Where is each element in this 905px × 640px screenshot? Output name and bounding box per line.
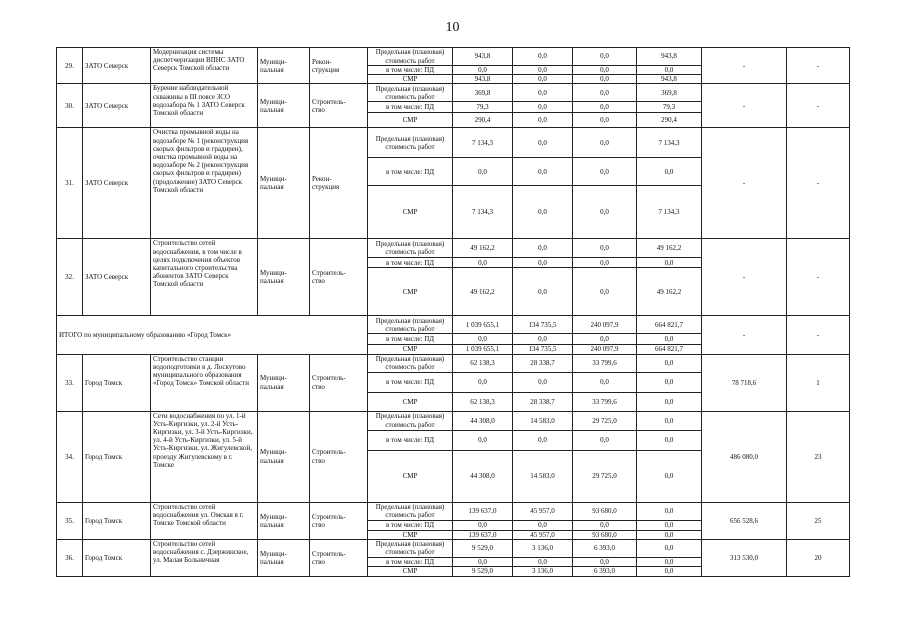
cost-type-label: СМР <box>368 450 453 502</box>
work-type-cell: Строитель- ство <box>310 239 368 316</box>
value-cell: 240 097,9 <box>573 316 637 334</box>
cost-type-label: Предельная (плановая) стоимость работ <box>368 502 453 520</box>
row-number-cell: 34. <box>57 411 83 502</box>
value-cell: 0,0 <box>573 102 637 113</box>
extra-count-cell: 20 <box>787 539 850 576</box>
organization-cell: Город Томск <box>83 411 151 502</box>
cost-type-label: СМР <box>368 567 453 577</box>
page-number: 10 <box>445 20 460 35</box>
work-type-cell: Строитель- ство <box>310 539 368 576</box>
row-number-cell: 36. <box>57 539 83 576</box>
value-cell: 0,0 <box>453 520 513 530</box>
cost-type-label: СМР <box>368 268 453 316</box>
ownership-cell: Муници- пальная <box>258 128 310 239</box>
value-cell: 79,3 <box>637 102 702 113</box>
extra-value-cell: - <box>702 48 787 84</box>
cost-type-label: в том числе: ПД <box>368 158 453 186</box>
value-cell: 290,4 <box>453 113 513 128</box>
value-cell: 0,0 <box>573 372 637 392</box>
extra-count-cell: 23 <box>787 411 850 502</box>
value-cell: 7 134,3 <box>453 186 513 239</box>
table-row <box>57 239 850 258</box>
object-name-cell: Строительство сетей водоснабжения с. Дзержинское, ул. Малая Больничная <box>151 539 258 576</box>
row-number-cell: 30. <box>57 84 83 128</box>
organization-cell: ЗАТО Северск <box>83 48 151 84</box>
object-name-cell: Строительство станции водоподготовки в д. Лоскутово муниципального образования «Город Томск» Томской области <box>151 354 258 411</box>
value-cell: 943,8 <box>637 75 702 84</box>
value-cell: 7 134,3 <box>637 186 702 239</box>
value-cell: 943,8 <box>453 75 513 84</box>
value-cell: 0,0 <box>453 372 513 392</box>
value-cell: 0,0 <box>513 430 573 450</box>
value-cell: 943,8 <box>453 48 513 66</box>
ownership-cell: Муници- пальная <box>258 354 310 411</box>
investment-table <box>56 47 850 577</box>
extra-count-cell: - <box>787 84 850 128</box>
value-cell: 0,0 <box>573 84 637 102</box>
ownership-cell: Муници- пальная <box>258 411 310 502</box>
cost-type-label: Предельная (плановая) стоимость работ <box>368 539 453 557</box>
value-cell: 6 393,0 <box>573 567 637 577</box>
value-cell: 49 162,2 <box>453 239 513 258</box>
value-cell: 0,0 <box>573 430 637 450</box>
value-cell: 240 097,9 <box>573 345 637 354</box>
table-row <box>57 316 850 334</box>
extra-count-cell: - <box>787 239 850 316</box>
cost-type-label: в том числе: ПД <box>368 334 453 345</box>
extra-value-cell: - <box>702 84 787 128</box>
value-cell: 0,0 <box>453 258 513 268</box>
value-cell: 0,0 <box>637 66 702 75</box>
value-cell: 33 799,6 <box>573 392 637 411</box>
value-cell: 33 799,6 <box>573 354 637 372</box>
value-cell: 29 725,0 <box>573 450 637 502</box>
extra-value-cell: - <box>702 128 787 239</box>
value-cell: 664 821,7 <box>637 345 702 354</box>
value-cell: 290,4 <box>637 113 702 128</box>
value-cell: 0,0 <box>513 268 573 316</box>
organization-cell: ЗАТО Северск <box>83 84 151 128</box>
extra-count-cell: - <box>787 128 850 239</box>
table-row <box>57 84 850 102</box>
value-cell: 0,0 <box>453 158 513 186</box>
value-cell: 45 957,0 <box>513 502 573 520</box>
value-cell: 0,0 <box>573 557 637 566</box>
table-row <box>57 128 850 158</box>
cost-type-label: в том числе: ПД <box>368 557 453 566</box>
value-cell: 134 735,5 <box>513 345 573 354</box>
value-cell: 62 138,3 <box>453 392 513 411</box>
cost-type-label: Предельная (плановая) стоимость работ <box>368 128 453 158</box>
value-cell: 79,3 <box>453 102 513 113</box>
value-cell: 0,0 <box>637 450 702 502</box>
value-cell: 7 134,3 <box>453 128 513 158</box>
cost-type-label: СМР <box>368 113 453 128</box>
object-name-cell: Бурение наблюдательной скважины в III поясе ЗСО водозабора № 1 ЗАТО Северск Томской области <box>151 84 258 128</box>
value-cell: 0,0 <box>513 113 573 128</box>
value-cell: 9 529,0 <box>453 539 513 557</box>
value-cell: 28 338,7 <box>513 392 573 411</box>
cost-type-label: в том числе: ПД <box>368 520 453 530</box>
object-name-cell: Строительство сетей водоснабжения, в том числе в целях подключения объектов капитального строительства абонентов ЗАТО Северск Томской области <box>151 239 258 316</box>
value-cell: 0,0 <box>453 334 513 345</box>
value-cell: 0,0 <box>513 557 573 566</box>
cost-type-label: СМР <box>368 186 453 239</box>
table-row <box>57 502 850 520</box>
organization-cell: ЗАТО Северск <box>83 128 151 239</box>
value-cell: 369,8 <box>453 84 513 102</box>
table-row <box>57 539 850 557</box>
value-cell: 14 583,0 <box>513 411 573 430</box>
value-cell: 0,0 <box>513 239 573 258</box>
object-name-cell: Модернизация системы диспетчеризации ВПНС ЗАТО Северск Томской области <box>151 48 258 84</box>
cost-type-label: Предельная (плановая) стоимость работ <box>368 316 453 334</box>
value-cell: 0,0 <box>513 158 573 186</box>
work-type-cell: Строитель- ство <box>310 84 368 128</box>
value-cell: 0,0 <box>513 102 573 113</box>
work-type-cell: Рекон- струкция <box>310 128 368 239</box>
value-cell: 0,0 <box>573 268 637 316</box>
value-cell: 28 338,7 <box>513 354 573 372</box>
cost-type-label: в том числе: ПД <box>368 430 453 450</box>
value-cell: 0,0 <box>637 158 702 186</box>
value-cell: 49 162,2 <box>453 268 513 316</box>
value-cell: 0,0 <box>513 128 573 158</box>
work-type-cell: Рекон- струкция <box>310 48 368 84</box>
work-type-cell: Строитель- ство <box>310 502 368 539</box>
cost-type-label: в том числе: ПД <box>368 102 453 113</box>
value-cell: 0,0 <box>573 186 637 239</box>
value-cell: 0,0 <box>637 520 702 530</box>
value-cell: 0,0 <box>637 334 702 345</box>
value-cell: 0,0 <box>513 66 573 75</box>
value-cell: 0,0 <box>637 411 702 430</box>
row-number-cell: 33. <box>57 354 83 411</box>
value-cell: 0,0 <box>637 502 702 520</box>
value-cell: 0,0 <box>573 48 637 66</box>
ownership-cell: Муници- пальная <box>258 48 310 84</box>
value-cell: 44 308,0 <box>453 450 513 502</box>
object-name-cell: Строительство сетей водоснабжения ул. Омская в г. Томске Томской области <box>151 502 258 539</box>
value-cell: 0,0 <box>573 520 637 530</box>
table-row <box>57 48 850 66</box>
value-cell: 0,0 <box>573 258 637 268</box>
extra-value-cell: 313 530,0 <box>702 539 787 576</box>
value-cell: 3 136,0 <box>513 539 573 557</box>
extra-count-cell: - <box>787 48 850 84</box>
row-number-cell: 31. <box>57 128 83 239</box>
value-cell: 0,0 <box>513 372 573 392</box>
value-cell: 0,0 <box>637 567 702 577</box>
cost-type-label: Предельная (плановая) стоимость работ <box>368 48 453 66</box>
cost-type-label: Предельная (плановая) стоимость работ <box>368 354 453 372</box>
value-cell: 664 821,7 <box>637 316 702 334</box>
value-cell: 1 039 655,1 <box>453 345 513 354</box>
value-cell: 49 162,2 <box>637 239 702 258</box>
value-cell: 134 735,5 <box>513 316 573 334</box>
value-cell: 0,0 <box>637 354 702 372</box>
value-cell: 0,0 <box>573 334 637 345</box>
ownership-cell: Муници- пальная <box>258 539 310 576</box>
object-name-cell: Сети водоснабжения по ул. 1-й Усть-Киргизки, ул. 2-й Усть-Киргизки, ул. 3-й Усть-Киргизки, ул. 4-й Усть-Киргизки, ул. 5-й Усть-Киргизки, ул. Жигулевской, проезду Жигулевскому в г. Томске <box>151 411 258 502</box>
value-cell: 0,0 <box>573 66 637 75</box>
value-cell: 0,0 <box>637 372 702 392</box>
value-cell: 0,0 <box>513 84 573 102</box>
ownership-cell: Муници- пальная <box>258 502 310 539</box>
ownership-cell: Муници- пальная <box>258 239 310 316</box>
object-name-cell: Очистка промывной воды на водозаборе № 1 (реконструкция скорых фильтров и градирен), очистка промывной воды на водозаборе № 2 (реконструкция скорых фильтров и градирен) (продолжение) ЗАТО Северск Томской области <box>151 128 258 239</box>
value-cell: 93 680,0 <box>573 530 637 539</box>
value-cell: 139 637,0 <box>453 502 513 520</box>
value-cell: 14 583,0 <box>513 450 573 502</box>
cost-type-label: СМР <box>368 392 453 411</box>
value-cell: 0,0 <box>513 75 573 84</box>
value-cell: 44 308,0 <box>453 411 513 430</box>
value-cell: 0,0 <box>573 128 637 158</box>
value-cell: 0,0 <box>637 539 702 557</box>
value-cell: 0,0 <box>637 258 702 268</box>
extra-value-cell: 656 528,6 <box>702 502 787 539</box>
value-cell: 6 393,0 <box>573 539 637 557</box>
value-cell: 9 529,0 <box>453 567 513 577</box>
organization-cell: Город Томск <box>83 502 151 539</box>
cost-type-label: СМР <box>368 345 453 354</box>
value-cell: 0,0 <box>453 430 513 450</box>
value-cell: 29 725,0 <box>573 411 637 430</box>
extra-value-cell: 486 080,0 <box>702 411 787 502</box>
organization-cell: ЗАТО Северск <box>83 239 151 316</box>
extra-count-cell: - <box>787 316 850 354</box>
value-cell: 7 134,3 <box>637 128 702 158</box>
cost-type-label: в том числе: ПД <box>368 372 453 392</box>
table-row <box>57 354 850 372</box>
value-cell: 0,0 <box>573 113 637 128</box>
value-cell: 0,0 <box>513 48 573 66</box>
value-cell: 0,0 <box>453 557 513 566</box>
value-cell: 0,0 <box>637 392 702 411</box>
value-cell: 139 637,0 <box>453 530 513 539</box>
value-cell: 0,0 <box>573 158 637 186</box>
value-cell: 369,8 <box>637 84 702 102</box>
row-number-cell: 29. <box>57 48 83 84</box>
value-cell: 0,0 <box>573 75 637 84</box>
cost-type-label: Предельная (плановая) стоимость работ <box>368 411 453 430</box>
cost-type-label: в том числе: ПД <box>368 66 453 75</box>
value-cell: 0,0 <box>573 239 637 258</box>
value-cell: 0,0 <box>513 186 573 239</box>
table-row <box>57 411 850 430</box>
value-cell: 0,0 <box>453 66 513 75</box>
cost-type-label: Предельная (плановая) стоимость работ <box>368 239 453 258</box>
value-cell: 0,0 <box>637 557 702 566</box>
cost-type-label: СМР <box>368 530 453 539</box>
value-cell: 49 162,2 <box>637 268 702 316</box>
value-cell: 62 138,3 <box>453 354 513 372</box>
total-label-cell: ИТОГО по муниципальному образованию «Город Томск» <box>57 316 368 354</box>
extra-count-cell: 25 <box>787 502 850 539</box>
work-type-cell: Строитель- ство <box>310 354 368 411</box>
value-cell: 3 136,0 <box>513 567 573 577</box>
row-number-cell: 32. <box>57 239 83 316</box>
value-cell: 0,0 <box>637 530 702 539</box>
value-cell: 0,0 <box>513 258 573 268</box>
organization-cell: Город Томск <box>83 539 151 576</box>
value-cell: 45 957,0 <box>513 530 573 539</box>
value-cell: 0,0 <box>513 334 573 345</box>
cost-type-label: Предельная (плановая) стоимость работ <box>368 84 453 102</box>
value-cell: 93 680,0 <box>573 502 637 520</box>
work-type-cell: Строитель- ство <box>310 411 368 502</box>
cost-type-label: СМР <box>368 75 453 84</box>
extra-value-cell: - <box>702 316 787 354</box>
organization-cell: Город Томск <box>83 354 151 411</box>
value-cell: 0,0 <box>513 520 573 530</box>
ownership-cell: Муници- пальная <box>258 84 310 128</box>
cost-type-label: в том числе: ПД <box>368 258 453 268</box>
value-cell: 0,0 <box>637 430 702 450</box>
value-cell: 1 039 655,1 <box>453 316 513 334</box>
value-cell: 943,8 <box>637 48 702 66</box>
extra-value-cell: - <box>702 239 787 316</box>
row-number-cell: 35. <box>57 502 83 539</box>
extra-value-cell: 78 718,6 <box>702 354 787 411</box>
extra-count-cell: 1 <box>787 354 850 411</box>
